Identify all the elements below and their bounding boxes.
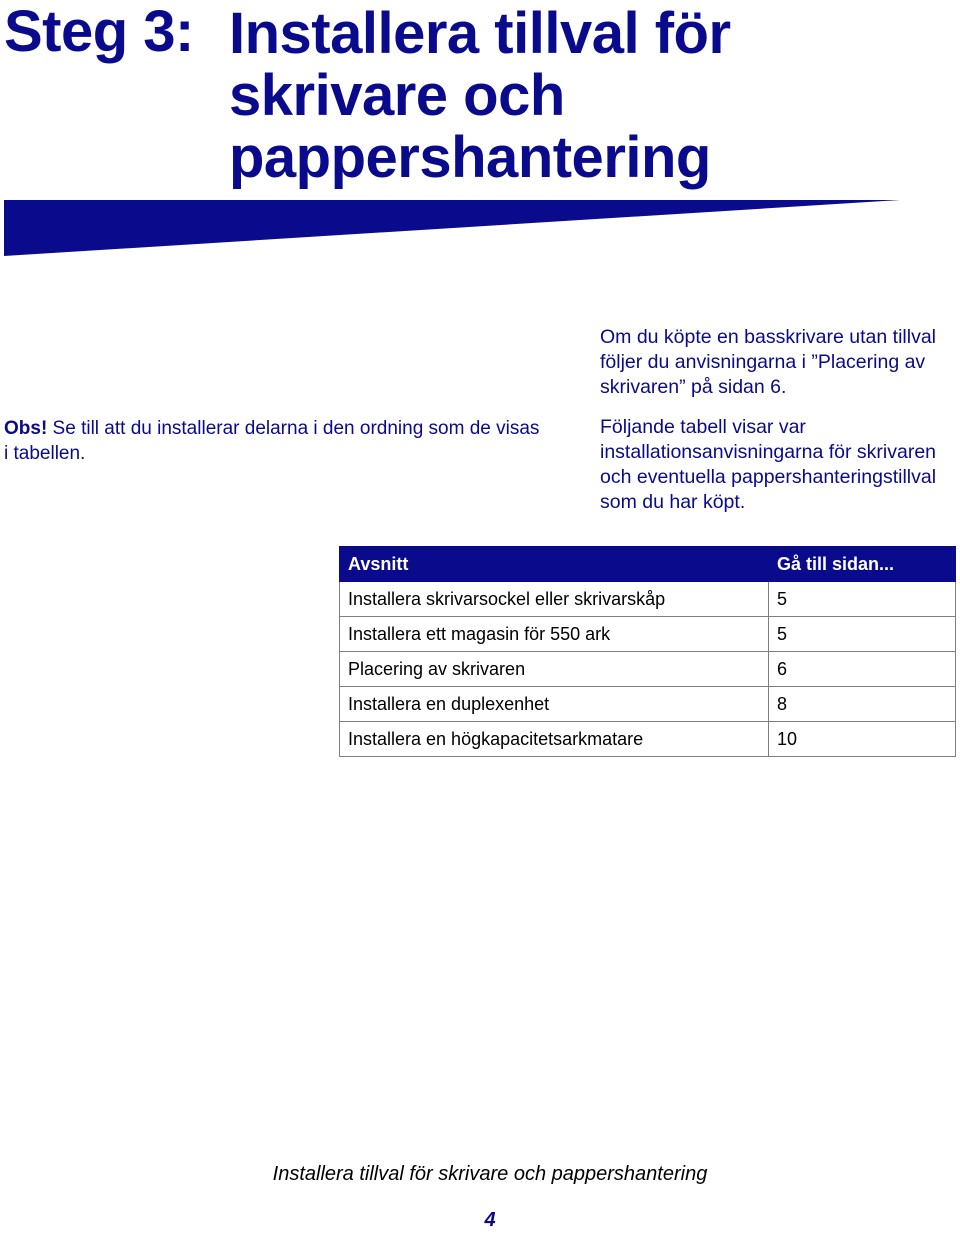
step-label: Steg 3: bbox=[4, 0, 194, 64]
page-cell: 5 bbox=[769, 617, 956, 652]
page-cell: 6 bbox=[769, 652, 956, 687]
sections-table bbox=[339, 546, 956, 757]
note-text: Se till att du installerar delarna i den ordning som de visas i tabellen. bbox=[4, 418, 540, 464]
page-title-line-3: pappershantering bbox=[229, 125, 711, 190]
page-title-line-1: Installera tillval för bbox=[229, 1, 731, 66]
footer-title: Installera tillval för skrivare och pappershantering bbox=[272, 1163, 708, 1185]
section-cell: Installera en duplexenhet bbox=[340, 687, 769, 722]
table-row bbox=[340, 617, 956, 652]
page-number: 4 bbox=[484, 1209, 496, 1231]
page-cell: 10 bbox=[769, 722, 956, 757]
header-banner-wedge bbox=[0, 196, 960, 258]
page-title bbox=[229, 3, 929, 189]
column-header-page: Gå till sidan... bbox=[769, 547, 956, 582]
table-row bbox=[340, 582, 956, 617]
table-row bbox=[340, 687, 956, 722]
page-title-line-2: skrivare och bbox=[229, 63, 565, 128]
page-cell: 8 bbox=[769, 687, 956, 722]
intro-text bbox=[600, 325, 960, 515]
section-cell: Placering av skrivaren bbox=[340, 652, 769, 687]
note-box bbox=[4, 416, 544, 466]
intro-paragraph-2: Följande tabell visar var installationsanvisningarna för skrivaren och eventuella pappershanteringstillval som du har köpt. bbox=[600, 416, 937, 513]
section-cell: Installera skrivarsockel eller skrivarskåp bbox=[340, 582, 769, 617]
intro-paragraph-1: Om du köpte en basskrivare utan tillval följer du anvisningarna i ”Placering av skrivaren” på sidan 6. bbox=[600, 326, 936, 398]
table-row bbox=[340, 652, 956, 687]
column-header-section: Avsnitt bbox=[340, 547, 769, 582]
section-cell: Installera en högkapacitetsarkmatare bbox=[340, 722, 769, 757]
table-header-row bbox=[340, 547, 956, 582]
page-cell: 5 bbox=[769, 582, 956, 617]
note-label: Obs! bbox=[4, 418, 48, 439]
section-cell: Installera ett magasin för 550 ark bbox=[340, 617, 769, 652]
table-row bbox=[340, 722, 956, 757]
